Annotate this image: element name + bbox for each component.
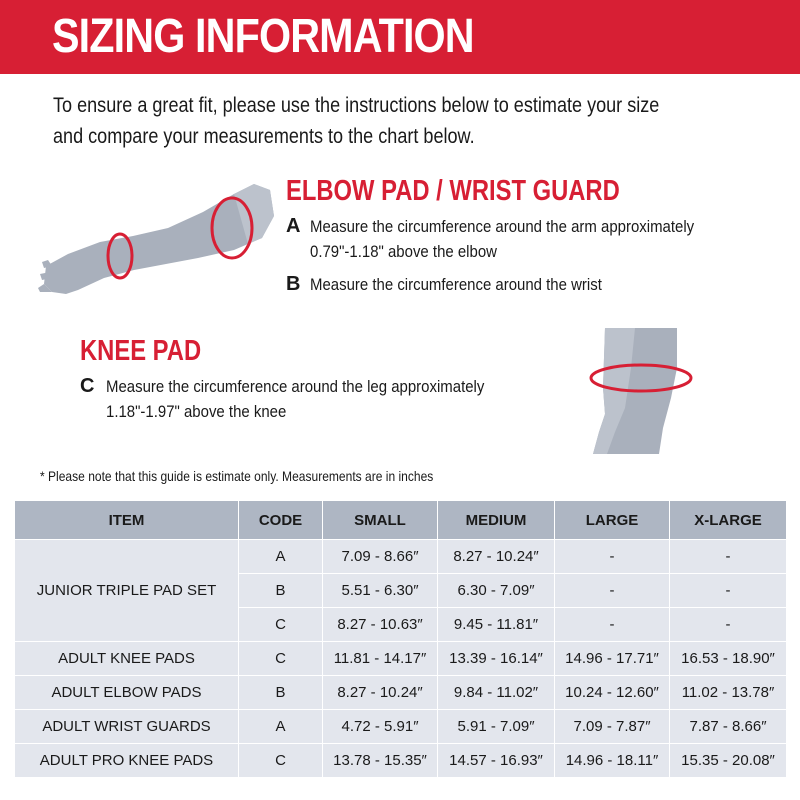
knee-item-c-text [106, 374, 484, 424]
table-row [15, 642, 787, 676]
xlarge-cell: - [670, 574, 787, 608]
table-row [15, 676, 787, 710]
header-item: ITEM [15, 501, 239, 540]
intro-line-1: To ensure a great fit, please use the instructions below to estimate your size [53, 94, 660, 117]
small-cell: 8.27 - 10.63″ [323, 608, 438, 642]
code-cell: B [239, 676, 323, 710]
code-cell: C [239, 744, 323, 778]
table-row [15, 744, 787, 778]
header-code: CODE [239, 501, 323, 540]
intro-line-2: and compare your measurements to the chart below. [53, 125, 475, 148]
medium-cell: 8.27 - 10.24″ [438, 540, 555, 574]
item-cell: ADULT ELBOW PADS [15, 676, 239, 710]
header-xlarge: X-LARGE [670, 501, 787, 540]
page-title: SIZING INFORMATION [52, 10, 474, 63]
large-cell: 10.24 - 12.60″ [555, 676, 670, 710]
medium-cell: 14.57 - 16.93″ [438, 744, 555, 778]
code-cell: B [239, 574, 323, 608]
xlarge-cell: 16.53 - 18.90″ [670, 642, 787, 676]
small-cell: 4.72 - 5.91″ [323, 710, 438, 744]
elbow-item-a-line-1: Measure the circumference around the arm approximately [310, 217, 695, 236]
medium-cell: 13.39 - 16.14″ [438, 642, 555, 676]
elbow-item-a-letter: A [286, 215, 301, 237]
code-cell: C [239, 642, 323, 676]
header-medium: MEDIUM [438, 501, 555, 540]
small-cell: 5.51 - 6.30″ [323, 574, 438, 608]
elbow-section-title: ELBOW PAD / WRIST GUARD [286, 175, 620, 207]
xlarge-cell: - [670, 608, 787, 642]
item-cell: ADULT PRO KNEE PADS [15, 744, 239, 778]
item-cell: JUNIOR TRIPLE PAD SET [15, 540, 239, 642]
xlarge-cell: 7.87 - 8.66″ [670, 710, 787, 744]
medium-cell: 5.91 - 7.09″ [438, 710, 555, 744]
knee-section-title: KNEE PAD [80, 335, 202, 367]
xlarge-cell: - [670, 540, 787, 574]
elbow-item-a-text [310, 214, 694, 264]
small-cell: 8.27 - 10.24″ [323, 676, 438, 710]
sizing-table [14, 500, 787, 778]
medium-cell: 9.45 - 11.81″ [438, 608, 555, 642]
large-cell: - [555, 540, 670, 574]
table-row [15, 540, 787, 574]
arm-illustration [38, 176, 278, 316]
header-banner [0, 0, 800, 74]
code-cell: A [239, 710, 323, 744]
large-cell: 14.96 - 17.71″ [555, 642, 670, 676]
knee-illustration [585, 328, 695, 454]
large-cell: - [555, 608, 670, 642]
xlarge-cell: 11.02 - 13.78″ [670, 676, 787, 710]
knee-item-c-line-2: 1.18"-1.97" above the knee [106, 402, 287, 421]
small-cell: 11.81 - 14.17″ [323, 642, 438, 676]
small-cell: 13.78 - 15.35″ [323, 744, 438, 778]
table-row [15, 710, 787, 744]
elbow-item-a-line-2: 0.79"-1.18" above the elbow [310, 242, 497, 261]
code-cell: A [239, 540, 323, 574]
code-cell: C [239, 608, 323, 642]
large-cell: 7.09 - 7.87″ [555, 710, 670, 744]
header-large: LARGE [555, 501, 670, 540]
item-cell: ADULT WRIST GUARDS [15, 710, 239, 744]
xlarge-cell: 15.35 - 20.08″ [670, 744, 787, 778]
table-header-row [15, 501, 787, 540]
disclaimer-note: * Please note that this guide is estimate only. Measurements are in inches [40, 468, 434, 484]
medium-cell: 6.30 - 7.09″ [438, 574, 555, 608]
elbow-item-b-text: Measure the circumference around the wrist [310, 275, 602, 294]
small-cell: 7.09 - 8.66″ [323, 540, 438, 574]
header-small: SMALL [323, 501, 438, 540]
knee-item-c-line-1: Measure the circumference around the leg approximately [106, 377, 485, 396]
knee-item-c-letter: C [80, 375, 95, 397]
large-cell: - [555, 574, 670, 608]
item-cell: ADULT KNEE PADS [15, 642, 239, 676]
large-cell: 14.96 - 18.11″ [555, 744, 670, 778]
medium-cell: 9.84 - 11.02″ [438, 676, 555, 710]
elbow-item-b-letter: B [286, 273, 301, 295]
intro-text [53, 90, 707, 152]
